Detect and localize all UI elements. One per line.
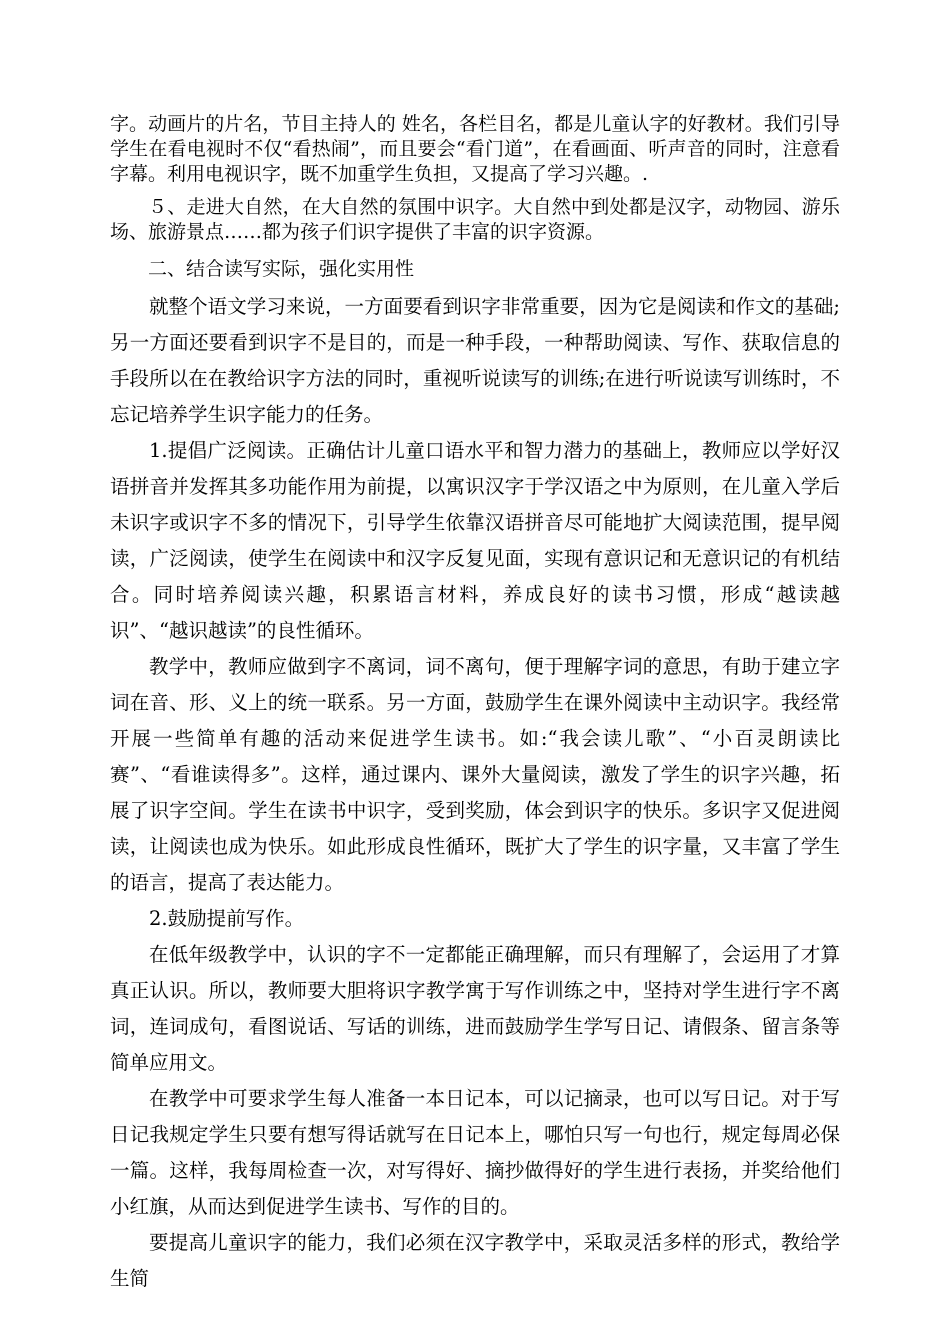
document-page — [110, 112, 840, 1297]
paragraph-extensive-reading: 1.提倡广泛阅读。正确估计儿童口语水平和智力潜力的基础上，教师应以学好汉语拼音并发挥其多功能作用为前提，以寓识汉字于学汉语之中为原则，在儿童入学后未识字或识字不多的情况下，引导学生依靠汉语拼音尽可能地扩大阅读范围，提早阅读，广泛阅读，使学生在阅读中和汉字反复见面，实现有意识记和无意识记的有机结合。同时培养阅读兴趣，积累语言材料，养成良好的读书习惯，形成“越读越识”、“越识越读”的良性循环。 — [110, 439, 840, 642]
paragraph-diary: 在教学中可要求学生每人准备一本日记本，可以记摘录，也可以写日记。对于写日记我规定学生只要有想写得话就写在日记本上，哪怕只写一句也行，规定每周必保一篇。这样，我每周检查一次，对写得好、摘抄做得好的学生进行表扬，并奖给他们小红旗，从而达到促进学生读书、写作的目的。 — [110, 1087, 840, 1218]
paragraph-teaching-practice: 教学中，教师应做到字不离词，词不离句，便于理解字词的意思，有助于建立字词在音、形、义上的统一联系。另一方面，鼓励学生在课外阅读中主动识字。我经常开展一些简单有趣的活动来促进学生读书。如:“我会读儿歌”、“小百灵朗读比赛”、“看谁读得多”。这样，通过课内、课外大量阅读，激发了学生的识字兴趣，拓展了识字空间。学生在读书中识字，受到奖励，体会到识字的快乐。多识字又促进阅读，让阅读也成为快乐。如此形成良性循环，既扩大了学生的识字量，又丰富了学生的语言，提高了表达能力。 — [110, 655, 840, 894]
paragraph-nature-literacy: ５、走进大自然，在大自然的氛围中识字。大自然中到处都是汉字，动物园、游乐场、旅游景点……都为孩子们识字提供了丰富的识字资源。 — [110, 196, 840, 243]
paragraph-tv-literacy: 字。动画片的片名，节目主持人的 姓名，各栏目名，都是儿童认字的好教材。我们引导学生在看电视时不仅“看热闹”，而且要会“看门道”，在看画面、听声音的同时，注意看字幕。利用电视识字，既不加重学生负担，又提高了学习兴趣。. — [110, 113, 840, 185]
main-section — [110, 289, 840, 1297]
section-heading-reading-writing: 二、结合读写实际，强化实用性 — [148, 258, 415, 280]
intro-section — [110, 112, 840, 282]
paragraph-overview: 就整个语文学习来说，一方面要看到识字非常重要，因为它是阅读和作文的基础;另一方面还要看到识字不是目的，而是一种手段，一种帮助阅读、写作、获取信息的手段所以在在教给识字方法的同时，重视听说读写的训练;在进行听说读写训练时，不忘记培养学生识字能力的任务。 — [110, 295, 840, 426]
subheading-early-writing: 2.鼓励提前写作。 — [149, 907, 305, 930]
paragraph-low-grade-teaching: 在低年级教学中，认识的字不一定都能正确理解，而只有理解了，会运用了才算真正认识。所以，教师要大胆将识字教学寓于写作训练之中，坚持对学生进行字不离词，连词成句，看图说话、写话的训练，进而鼓励学生学写日记、请假条、留言条等简单应用文。 — [110, 943, 840, 1074]
paragraph-conclusion: 要提高儿童识字的能力，我们必须在汉字教学中，采取灵活多样的形式，教给学生简 — [110, 1231, 840, 1290]
